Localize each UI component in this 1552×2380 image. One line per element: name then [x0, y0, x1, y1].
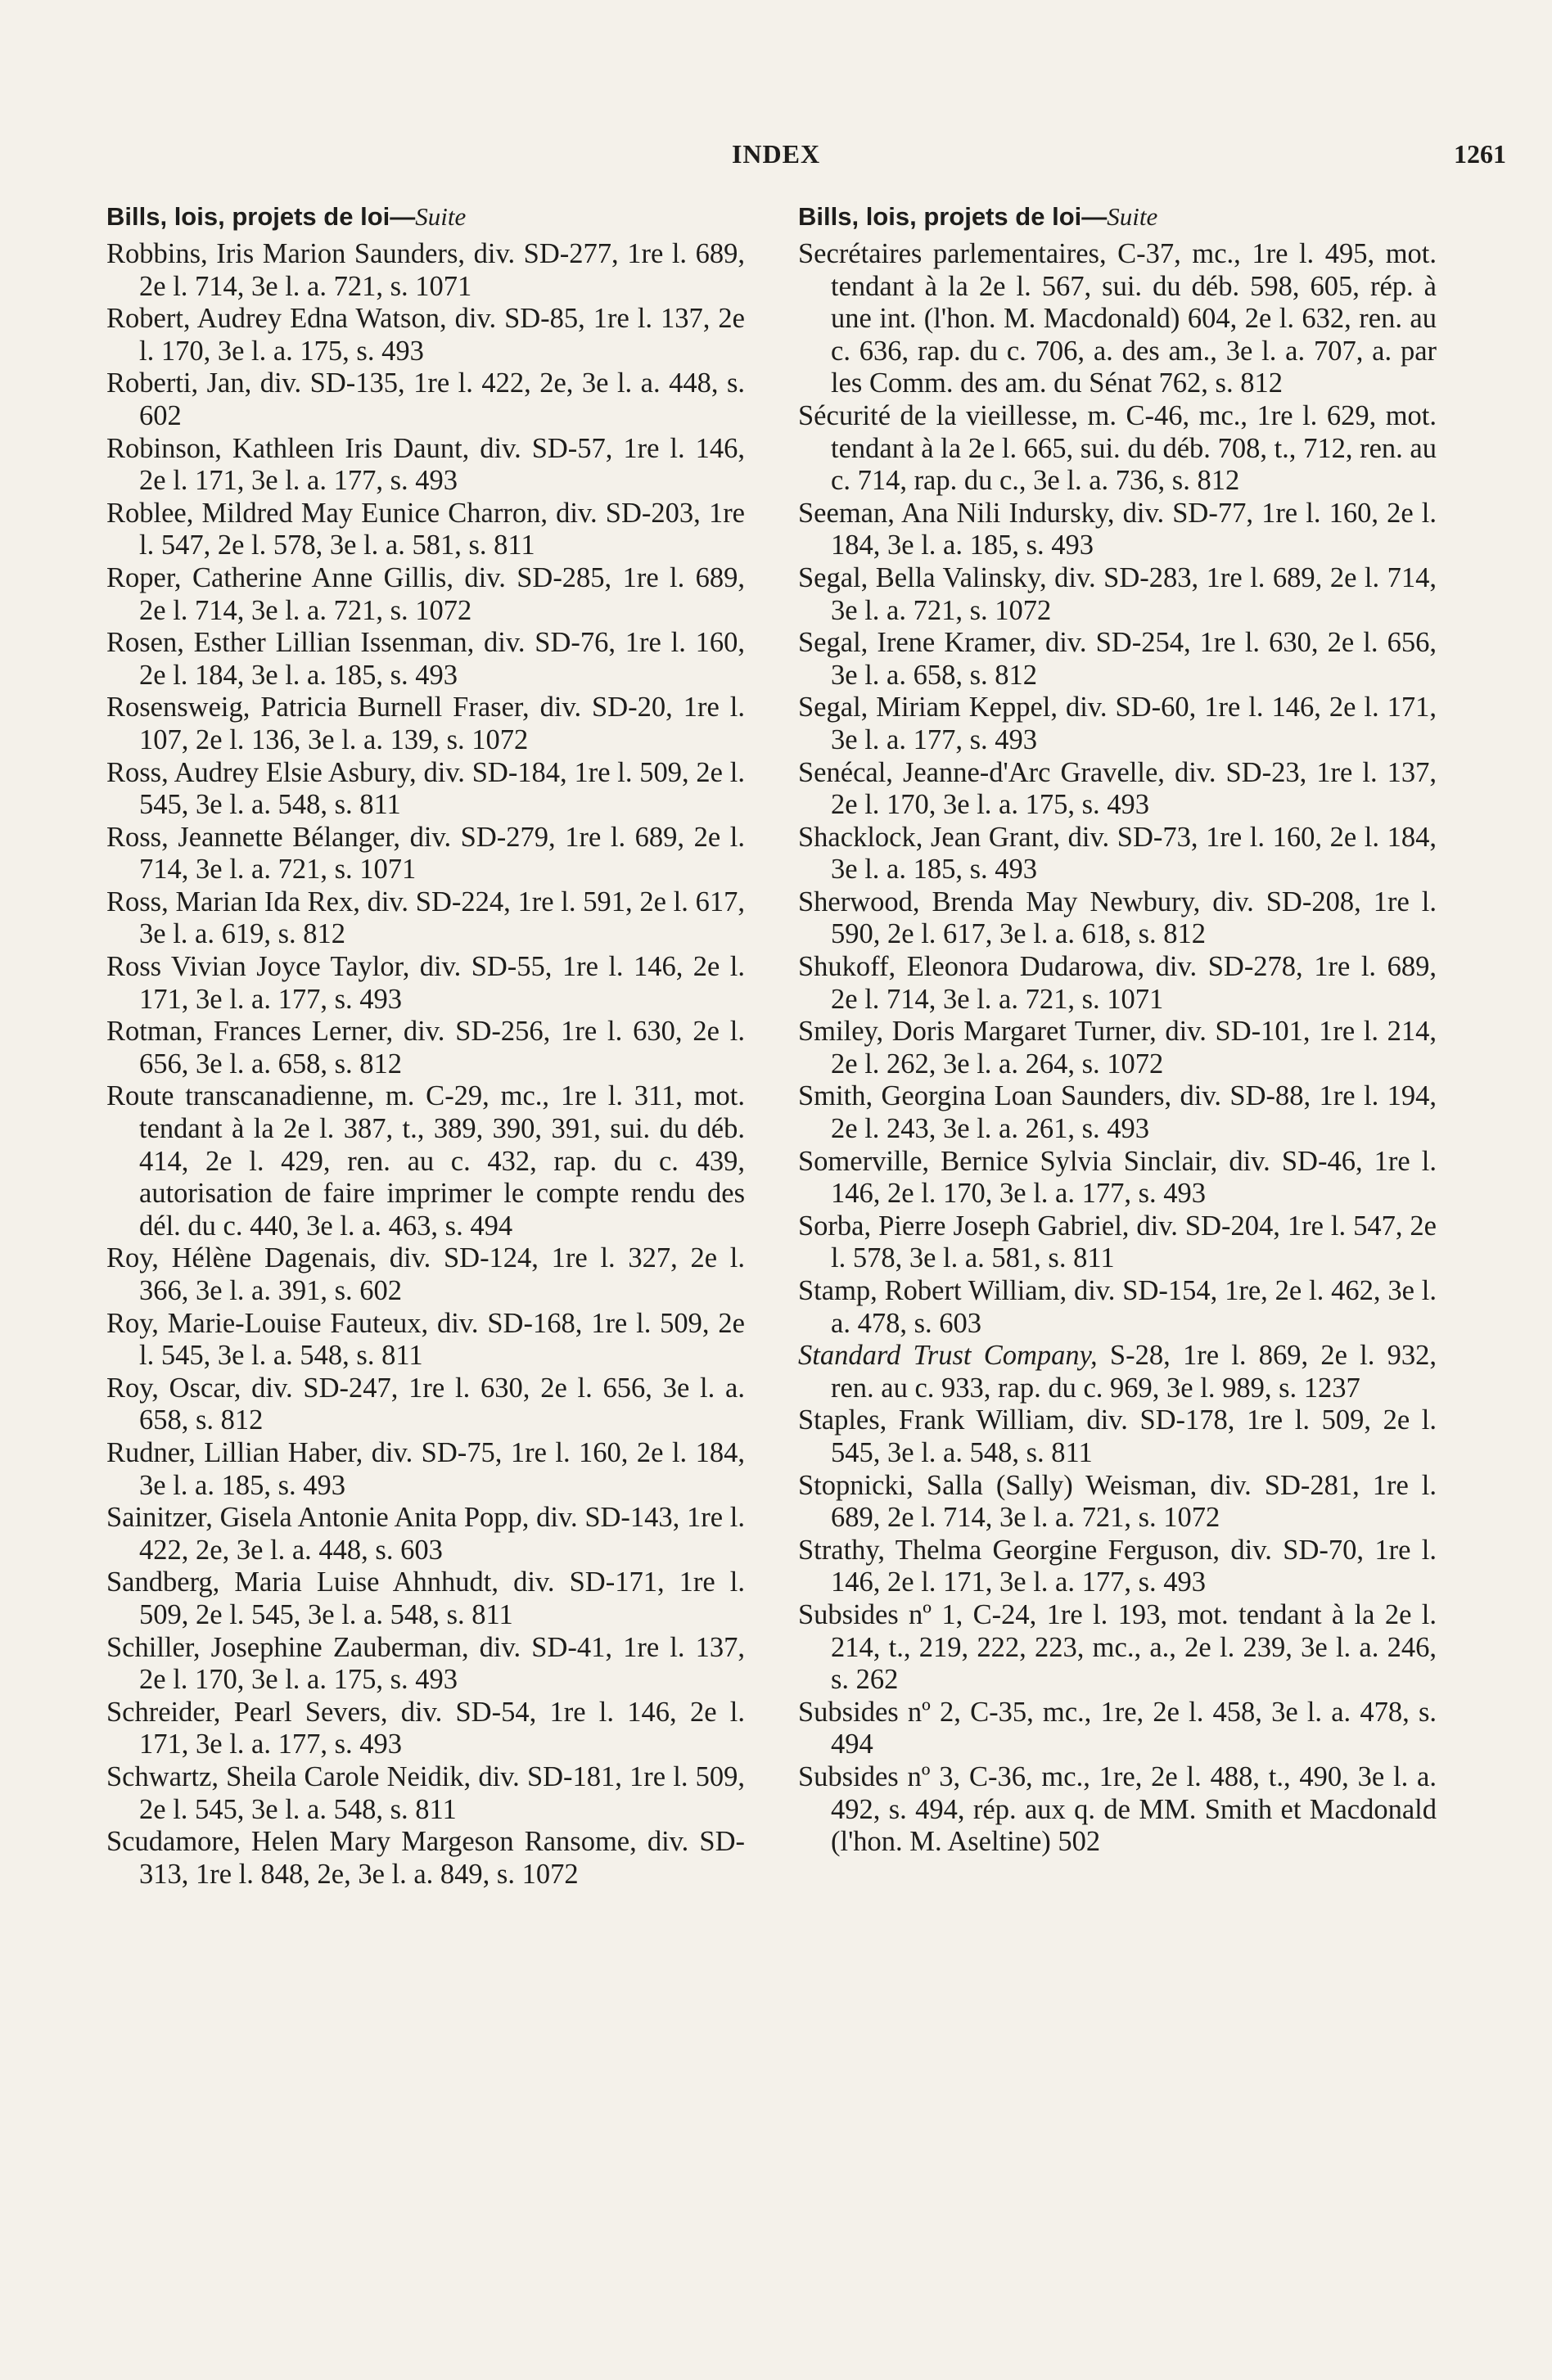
- index-entry: Schiller, Josephine Zauberman, div. SD-41, 1re l. 137, 2e l. 170, 3e l. a. 175, s. 493: [106, 1631, 745, 1696]
- index-entry: Scudamore, Helen Mary Margeson Ransome, div. SD-313, 1re l. 848, 2e, 3e l. a. 849, s. 1072: [106, 1826, 745, 1890]
- index-entry: Ross Vivian Joyce Taylor, div. SD-55, 1re l. 146, 2e l. 171, 3e l. a. 177, s. 493: [106, 951, 745, 1015]
- index-entry: Robert, Audrey Edna Watson, div. SD-85, 1re l. 137, 2e l. 170, 3e l. a. 175, s. 493: [106, 303, 745, 367]
- index-entry: Stamp, Robert William, div. SD-154, 1re, 2e l. 462, 3e l. a. 478, s. 603: [798, 1275, 1437, 1339]
- column-heading: [106, 201, 745, 233]
- index-entry: Segal, Irene Kramer, div. SD-254, 1re l. 630, 2e l. 656, 3e l. a. 658, s. 812: [798, 627, 1437, 691]
- index-entry: Rosen, Esther Lillian Issenman, div. SD-76, 1re l. 160, 2e l. 184, 3e l. a. 185, s. 493: [106, 627, 745, 691]
- index-entry: Senécal, Jeanne-d'Arc Gravelle, div. SD-23, 1re l. 137, 2e l. 170, 3e l. a. 175, s. 493: [798, 756, 1437, 821]
- index-entry: Subsides nº 2, C-35, mc., 1re, 2e l. 458, 3e l. a. 478, s. 494: [798, 1696, 1437, 1760]
- index-entry: Robbins, Iris Marion Saunders, div. SD-277, 1re l. 689, 2e l. 714, 3e l. a. 721, s. 1071: [106, 238, 745, 302]
- index-entry: Segal, Miriam Keppel, div. SD-60, 1re l. 146, 2e l. 171, 3e l. a. 177, s. 493: [798, 692, 1437, 755]
- index-entry: Sainitzer, Gisela Antonie Anita Popp, div. SD-143, 1re l. 422, 2e, 3e l. a. 448, s. 603: [106, 1502, 745, 1566]
- index-entry: Secrétaires parlementaires, C-37, mc., 1re l. 495, mot. tendant à la 2e l. 567, sui. du déb. 598, 605, rép. à une int. (l'hon. M. Macdonald) 604, 2e l. 632, ren. au c. 636, rap. du c. 706, a. des am., 3e l. a. 707, a. par les Comm. des am. du Sénat 762, s. 812: [798, 238, 1437, 399]
- index-entry: Stopnicki, Salla (Sally) Weisman, div. SD-281, 1re l. 689, 2e l. 714, 3e l. a. 721, s. 1072: [798, 1469, 1437, 1534]
- heading-text: Bills, lois, projets de loi—: [798, 202, 1108, 231]
- index-entry: Seeman, Ana Nili Indursky, div. SD-77, 1re l. 160, 2e l. 184, 3e l. a. 185, s. 493: [798, 497, 1437, 561]
- index-entry: Rudner, Lillian Haber, div. SD-75, 1re l. 160, 2e l. 184, 3e l. a. 185, s. 493: [106, 1436, 745, 1501]
- heading-suite: Suite: [1107, 202, 1158, 231]
- index-entry: [798, 1340, 1437, 1404]
- index-entry: Route transcanadienne, m. C-29, mc., 1re l. 311, mot. tendant à la 2e l. 387, t., 389, 390, 391, sui. du déb. 414, 2e l. 429, ren. au c. 432, rap. du c. 439, autorisation de faire imprimer le compte rendu des dél. du c. 440, 3e l. a. 463, s. 494: [106, 1080, 745, 1242]
- index-entry: Subsides nº 1, C-24, 1re l. 193, mot. tendant à la 2e l. 214, t., 219, 222, 223, mc., a., 2e l. 239, 3e l. a. 246, s. 262: [798, 1598, 1437, 1696]
- left-column: [106, 201, 745, 1891]
- index-entry: Rotman, Frances Lerner, div. SD-256, 1re l. 630, 2e l. 656, 3e l. a. 658, s. 812: [106, 1016, 745, 1080]
- index-entry: Somerville, Bernice Sylvia Sinclair, div. SD-46, 1re l. 146, 2e l. 170, 3e l. a. 177, s. 493: [798, 1145, 1437, 1210]
- index-entry: Sorba, Pierre Joseph Gabriel, div. SD-204, 1re l. 547, 2e l. 578, 3e l. a. 581, s. 811: [798, 1210, 1437, 1274]
- entry-references: S-28, 1re l. 869, 2e l. 932, ren. au c. 933, rap. du c. 969, 3e l. 989, s. 1237: [831, 1340, 1437, 1404]
- index-entry: Roy, Marie-Louise Fauteux, div. SD-168, 1re l. 509, 2e l. 545, 3e l. a. 548, s. 811: [106, 1307, 745, 1372]
- index-entry: Roberti, Jan, div. SD-135, 1re l. 422, 2e, 3e l. a. 448, s. 602: [106, 367, 745, 431]
- index-entry: Robinson, Kathleen Iris Daunt, div. SD-57, 1re l. 146, 2e l. 171, 3e l. a. 177, s. 493: [106, 432, 745, 497]
- heading-suite: Suite: [415, 202, 467, 231]
- index-entry: Subsides nº 3, C-36, mc., 1re, 2e l. 488, t., 490, 3e l. a. 492, s. 494, rép. aux q. de MM. Smith et Macdonald (l'hon. M. Aseltine) 502: [798, 1760, 1437, 1858]
- index-entry: Roper, Catherine Anne Gillis, div. SD-285, 1re l. 689, 2e l. 714, 3e l. a. 721, s. 1072: [106, 561, 745, 626]
- index-entry: Roblee, Mildred May Eunice Charron, div. SD-203, 1re l. 547, 2e l. 578, 3e l. a. 581, s. 811: [106, 497, 745, 561]
- index-entry: Staples, Frank William, div. SD-178, 1re l. 509, 2e l. 545, 3e l. a. 548, s. 811: [798, 1404, 1437, 1468]
- index-entry: Ross, Marian Ida Rex, div. SD-224, 1re l. 591, 2e l. 617, 3e l. a. 619, s. 812: [106, 886, 745, 950]
- page-number: 1261: [1454, 139, 1506, 169]
- index-entry: Smith, Georgina Loan Saunders, div. SD-88, 1re l. 194, 2e l. 243, 3e l. a. 261, s. 493: [798, 1080, 1437, 1145]
- right-column: [798, 201, 1437, 1859]
- index-entry: Schwartz, Sheila Carole Neidik, div. SD-181, 1re l. 509, 2e l. 545, 3e l. a. 548, s. 811: [106, 1760, 745, 1825]
- heading-text: Bills, lois, projets de loi—: [106, 202, 416, 231]
- index-entry: Roy, Hélène Dagenais, div. SD-124, 1re l. 327, 2e l. 366, 3e l. a. 391, s. 602: [106, 1242, 745, 1306]
- index-entry: Shukoff, Eleonora Dudarowa, div. SD-278, 1re l. 689, 2e l. 714, 3e l. a. 721, s. 1071: [798, 951, 1437, 1015]
- index-entry: Segal, Bella Valinsky, div. SD-283, 1re l. 689, 2e l. 714, 3e l. a. 721, s. 1072: [798, 561, 1437, 626]
- index-entry: Schreider, Pearl Severs, div. SD-54, 1re l. 146, 2e l. 171, 3e l. a. 177, s. 493: [106, 1696, 745, 1760]
- index-entry: Rosensweig, Patricia Burnell Fraser, div. SD-20, 1re l. 107, 2e l. 136, 3e l. a. 139, s. 1072: [106, 692, 745, 755]
- index-entry: Sherwood, Brenda May Newbury, div. SD-208, 1re l. 590, 2e l. 617, 3e l. a. 618, s. 812: [798, 886, 1437, 950]
- index-entry: Sandberg, Maria Luise Ahnhudt, div. SD-171, 1re l. 509, 2e l. 545, 3e l. a. 548, s. 811: [106, 1566, 745, 1630]
- index-entry: Smiley, Doris Margaret Turner, div. SD-101, 1re l. 214, 2e l. 262, 3e l. a. 264, s. 1072: [798, 1016, 1437, 1080]
- index-entry: Sécurité de la vieillesse, m. C-46, mc., 1re l. 629, mot. tendant à la 2e l. 665, sui. du déb. 708, t., 712, ren. au c. 714, rap. du c., 3e l. a. 736, s. 812: [798, 399, 1437, 497]
- index-entry: Shacklock, Jean Grant, div. SD-73, 1re l. 160, 2e l. 184, 3e l. a. 185, s. 493: [798, 821, 1437, 886]
- index-entry: Ross, Audrey Elsie Asbury, div. SD-184, 1re l. 509, 2e l. 545, 3e l. a. 548, s. 811: [106, 756, 745, 821]
- index-entry: Ross, Jeannette Bélanger, div. SD-279, 1re l. 689, 2e l. 714, 3e l. a. 721, s. 1071: [106, 821, 745, 886]
- running-title: INDEX: [731, 139, 821, 169]
- index-entry: Strathy, Thelma Georgine Ferguson, div. SD-70, 1re l. 146, 2e l. 171, 3e l. a. 177, s. 493: [798, 1534, 1437, 1598]
- entry-title-italic: Standard Trust Company,: [798, 1340, 1098, 1372]
- column-heading: [798, 201, 1437, 233]
- index-entry: Roy, Oscar, div. SD-247, 1re l. 630, 2e l. 656, 3e l. a. 658, s. 812: [106, 1372, 745, 1436]
